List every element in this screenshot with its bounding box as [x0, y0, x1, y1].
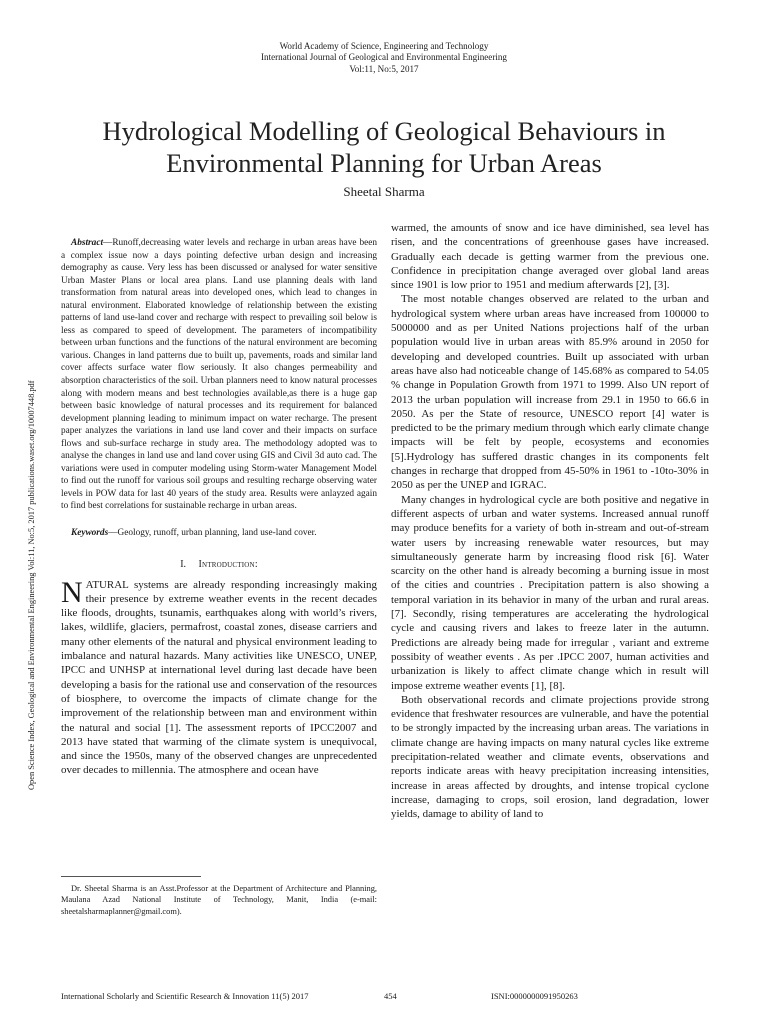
- intro-text: ATURAL systems are already responding increasingly making their presence by extreme weather events in the recent decades like floods, droughts, tsunamis, earthquakes along with world’s rivers, lakes, wildlife, glaciers, permafrost, coastal zones, disease carriers and many other elements of the natural and physical environment leading to imbalance and natural hazards. Many activities like UNESCO, UNEP, IPCC and UNHSP at international level during last decade have been developing a basis for the rational use and conservation of the resources of biosphere, to overcome the impacts of climate change for the improvement of the relationship between man and environment within the natural and social [1]. The assessment reports of IPCC2007 and 2013 have stated that warming of the climate system is unequivocal, and since the 1950s, many of the observed changes are unprecedented over decades to millennia. The atmosphere and ocean have: [61, 578, 377, 777]
- section-title: Introduction:: [198, 558, 258, 570]
- journal-volume: Vol:11, No:5, 2017: [349, 63, 419, 74]
- author-name: Sheetal Sharma: [343, 184, 425, 199]
- abstract-label: Abstract: [71, 238, 104, 248]
- right-column: [391, 221, 709, 821]
- abstract-text: Runoff,decreasing water levels and recharge in urban areas have been a complex issue now a days pointing defective urban design and increasing demography as cause. Very less has been discussed or analysed for water sensitive Urban Master Plans or local area plans. Land use planning deals with land transformation from natural areas into developed ones, which lead to changes in natural environment. Elaborated knowledge of relationship between the existing patterns of land use-land cover and recharge with respect to prevailing soil below is less as compared to speed of development. The parameters of incompatibility between urban functions and the functions of the natural environment are becoming various. Changes in land patterns due to built up, pavements, roads and similar land cover affects surface water flow seriously. It also changes permeability and absorption characteristics of the soil. Urban planners need to know natural processes along with modern means and best technologies available,as there is a huge gap between basic knowledge of natural processes and its requirement for balanced development planning leading to minimum impact on water recharge. The present paper analyzes the variations in land use land cover and their impacts on surface flows and sub-surface recharge in study area. The methodology adopted was to analyse the changes in land use and land cover using GIS and Civil 3d auto cad. The variations were used in computer modeling using Storm-water Management Model to find out the runoff for various soil groups and resulting recharge observing water levels in POW data for last 40 years of the study area. Results were anlayzed again to find best correlations for sustainable recharge in urban areas.: [61, 238, 377, 512]
- drop-cap: N: [61, 575, 83, 609]
- abstract-dash: —: [103, 238, 113, 248]
- body-paragraph-3: Many changes in hydrological cycle are both positive and negative in different aspects of urban and water systems. Increased annual runoff may produce benefits for a variety of both in-stream and out-of-stream water users by increasing renewable water resources, but may simultaneously generate harm by increasing flood risk [6]. Water scarcity on the other hand is already becoming a burning issue in most of the cities and countries . Precipitation pattern is also showing a temporal variation in its behavior in many of the urban and rural areas. [7]. Secondly, rising temperatures are accelerating the hydrological cycle and causing rivers and lakes to freeze later in the autumn. Predictions are already being made for irregular , variant and extreme possibity of weather events . As per .IPCC 2007, human activities and urbanization is likely to affect climate change which in result will impose extreme weather events [1], [8].: [391, 493, 709, 692]
- paper-title-line-1: Hydrological Modelling of Geological Behaviours in: [102, 116, 666, 146]
- abstract: [61, 237, 377, 513]
- footnote-divider: [61, 876, 201, 877]
- keywords-dash: —: [108, 528, 118, 539]
- author-footnote: Dr. Sheetal Sharma is an Asst.Professor at the Department of Architecture and Planning, Maulana Azad National Institute of Technology, Manit, India (e-mail: sheetalsharmaplanner@gmail.com).: [61, 884, 377, 916]
- section-heading: [61, 559, 377, 571]
- keywords-text: Geology, runoff, urban planning, land use-land cover.: [117, 528, 317, 539]
- page-footer: [0, 990, 768, 1002]
- keywords-label: Keywords: [71, 528, 109, 539]
- footer-isni: ISNI:0000000091950263: [491, 991, 578, 1001]
- paper-title-line-2: Environmental Planning for Urban Areas: [166, 147, 602, 178]
- left-column: [61, 237, 377, 778]
- footer-publisher: International Scholarly and Scientific Research & Innovation 11(5) 2017: [61, 991, 309, 1001]
- section-number: I.: [180, 558, 187, 570]
- body-paragraph-1: warmed, the amounts of snow and ice have diminished, sea level has risen, and the concentrations of greenhouse gases have increased. Gradually each decade is getting warmer from the previous one. Confidence in precipitation change averaged over global land areas since 1901 is low prior to 1951 and medium afterwards [2], [3].: [391, 222, 709, 292]
- journal-subtitle: International Journal of Geological and Environmental Engineering: [261, 52, 507, 63]
- journal-header: [0, 41, 768, 75]
- body-paragraph-4: Both observational records and climate projections provide strong evidence that freshwater resources are vulnerable, and have the potential to be strongly impacted by the increasing urban areas. The variations in climate change are having impacts on many natural cycles like extreme precipitation-related weather and climate events, observations and reports indicate areas with heavy precipitation increasing intensities, increase in areas affected by droughts, and intense tropical cyclone increase, damaging to crops, soil erosion, land degradation, lower yields, damage to ability of land to: [391, 693, 709, 821]
- sidebar-citation: Open Science Index, Geological and Environmental Engineering Vol:11, No:5, 2017 publications.waset.org/10007448.pdf: [27, 380, 36, 790]
- page-number: 454: [384, 991, 397, 1001]
- intro-paragraph: [61, 575, 377, 778]
- body-paragraph-2: The most notable changes observed are related to the urban and hydrological system where urban areas have increased from 100000 to 5000000 and as per United Nations projections half of the urban population would live in urban areas with 85.9% around in 2050 for developing and developed countries. Built up associated with urban areas have also had noticeable change of 145.68% as compared to 54.05 % change in Population Growth from 1971 to 1999. Also UN report of 2013 the urban population will increase from 29.1 in 1950 to 66.6 in 2050. As per the State of resource, UNESCO report [4] water is predicted to be the primary medium through which early climate change impacts will be felt by people, ecosystems and economies [5].Hydrology has suffered drastic changes in its components felt changes in recharge that dropped from 45-50% in 1961 to -10to-30% in 2050 as per the UNEP and IGRAC.: [391, 293, 709, 492]
- journal-name: World Academy of Science, Engineering and Technology: [279, 41, 489, 51]
- keywords: [61, 527, 377, 540]
- paper-title: [30, 116, 738, 179]
